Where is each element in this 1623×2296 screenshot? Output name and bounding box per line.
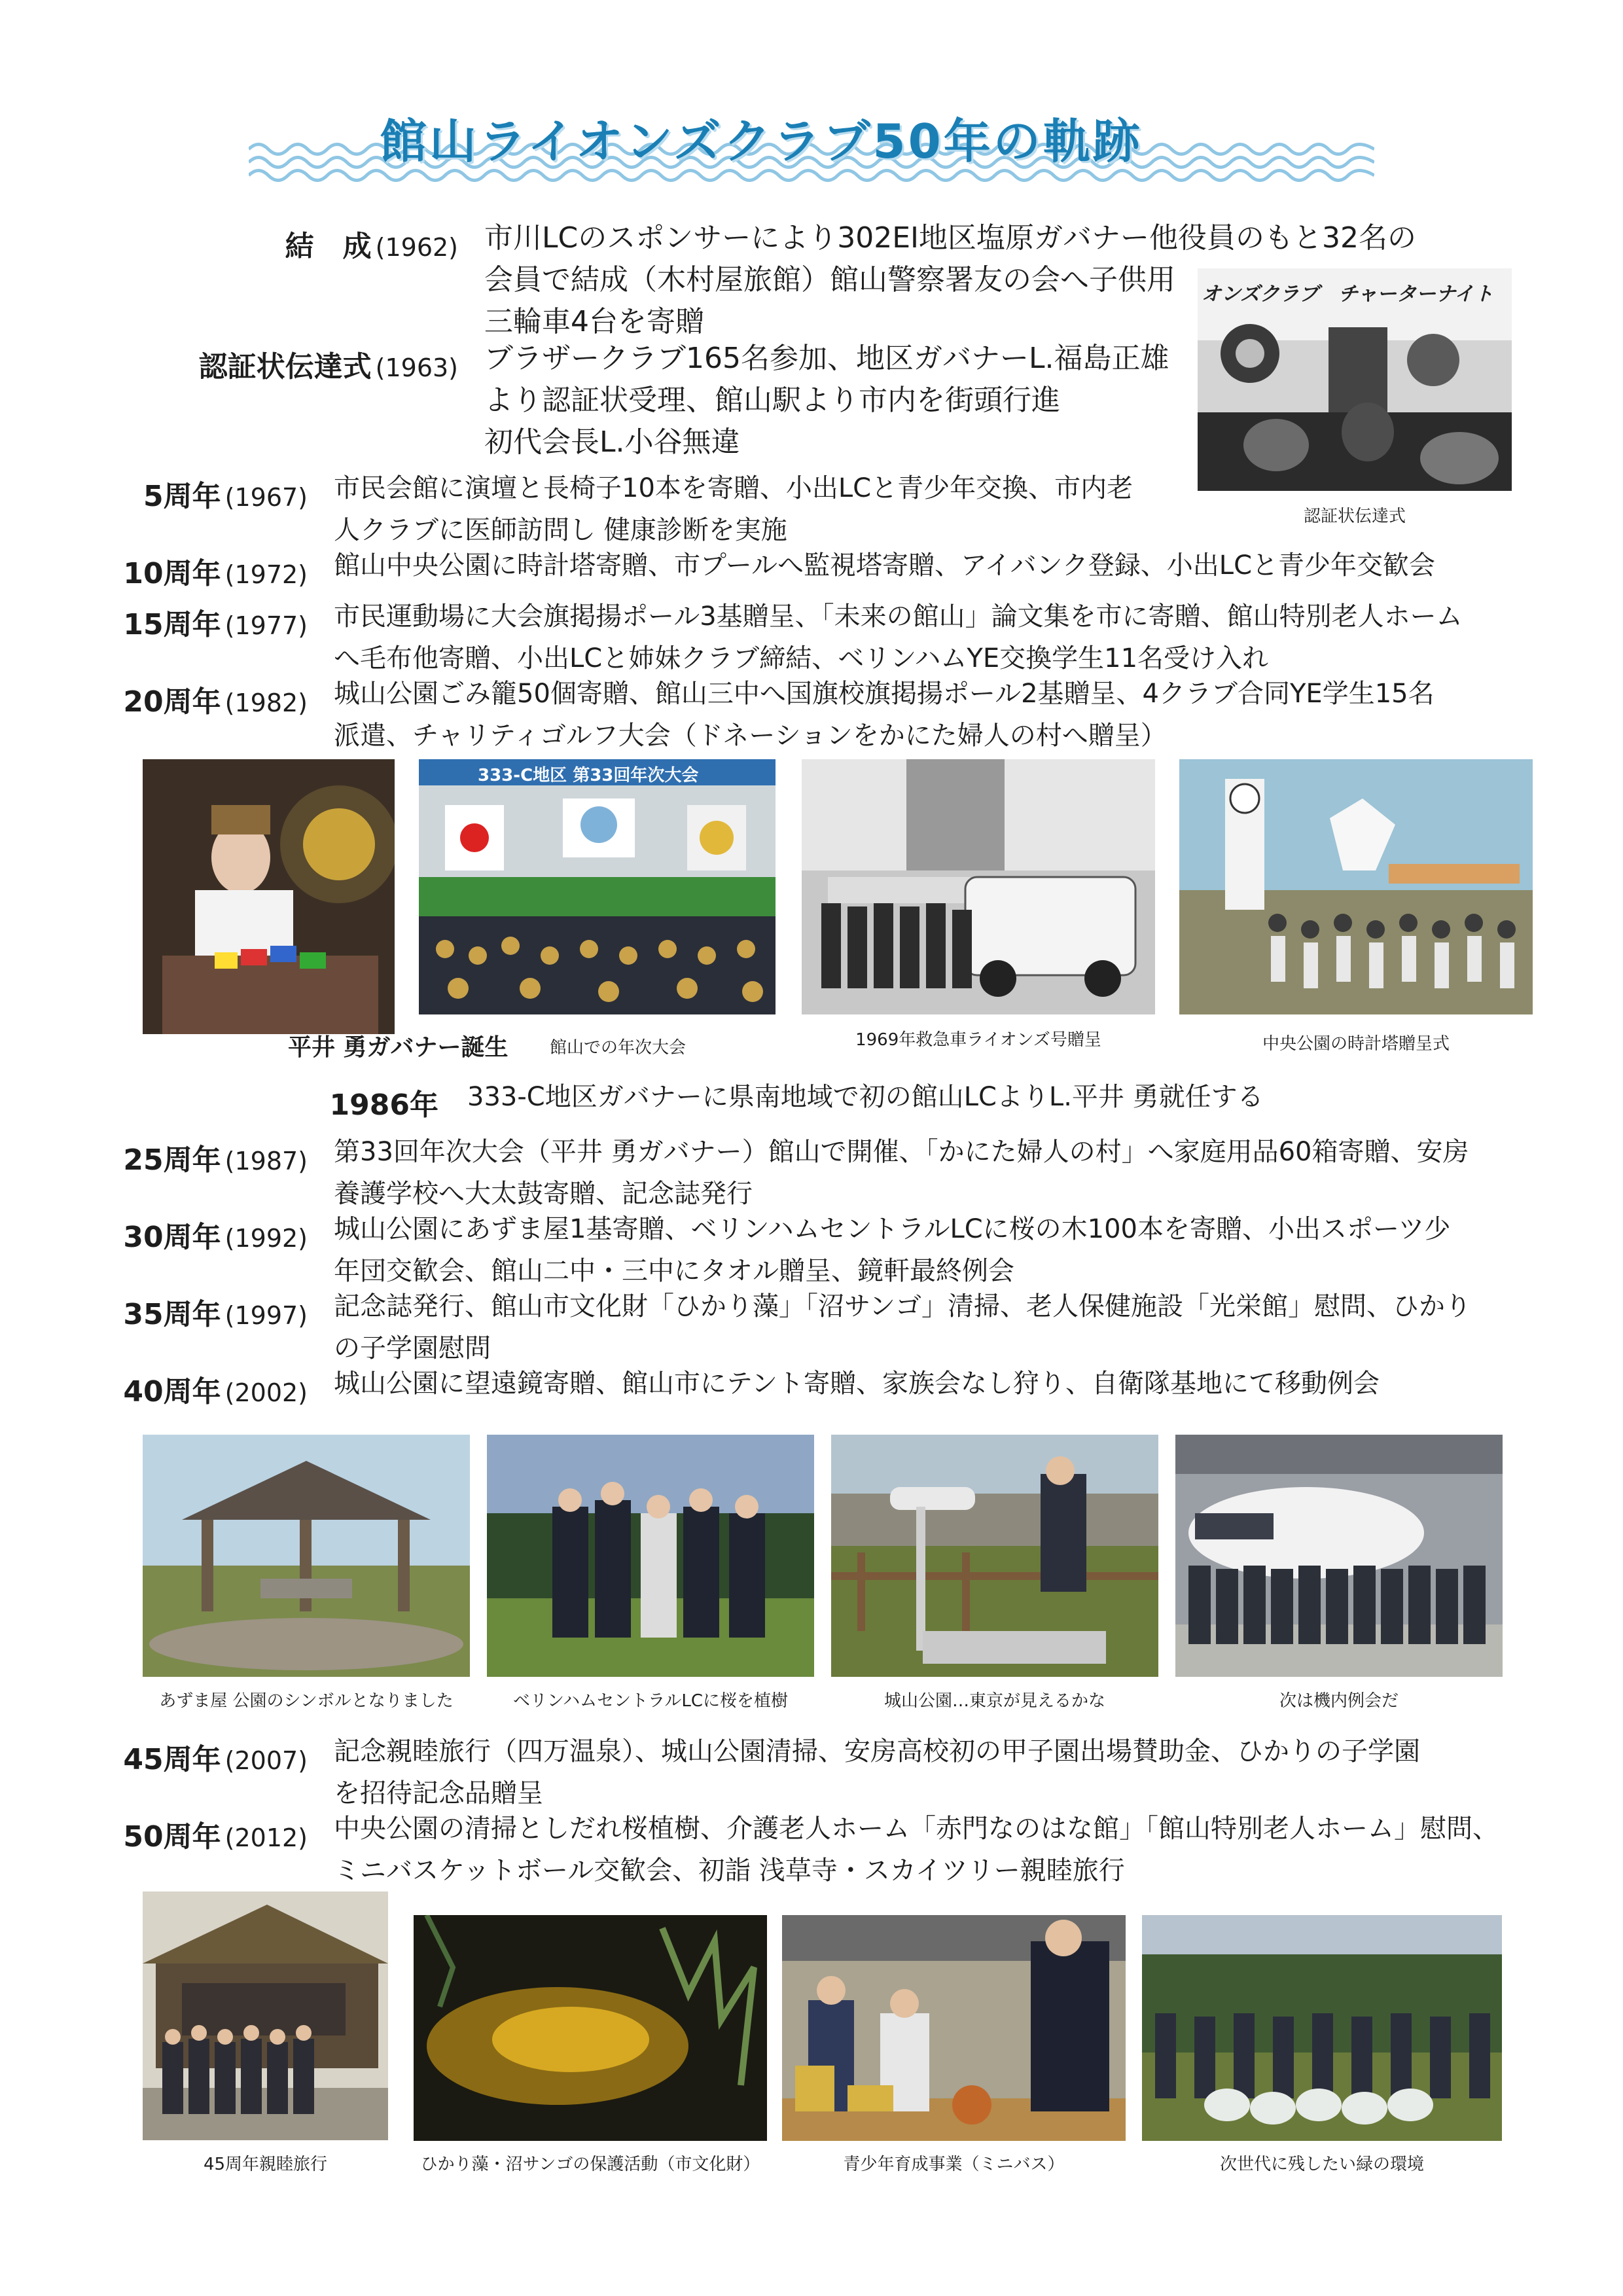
anniv-10-label: 10周年 (1972)	[123, 557, 308, 590]
anniv-45-label: 45周年 (2007)	[123, 1743, 308, 1776]
anniv-50-label: 50周年 (2012)	[123, 1820, 308, 1854]
hikarimo-photo	[414, 1915, 767, 2141]
onsen-caption: 45周年親睦旅行	[203, 2155, 328, 2174]
azumaya-caption: あずま屋 公園のシンボルとなりました	[159, 1691, 454, 1711]
anniv-5-text: 市民会館に演壇と長椅子10本を寄贈、小出LCと青少年交換、市内老 人クラブに医師訪問し 健康診断を実施	[334, 473, 1133, 545]
convention-photo	[419, 759, 776, 1014]
charter-night-photo	[1198, 268, 1512, 491]
founding-label: 結 成 (1962)	[285, 230, 458, 263]
event-1986-label: 1986年	[329, 1088, 438, 1122]
minibasket-photo	[782, 1915, 1126, 2141]
charter-caption: 認証状伝達式	[1303, 507, 1406, 526]
event-1986-text: 333-C地区ガバナーに県南地域で初の館山LCよりL.平井 勇就任する	[467, 1082, 1264, 1112]
telescope-caption: 城山公園…東京が見えるかな	[883, 1691, 1105, 1711]
azumaya-photo	[143, 1435, 470, 1677]
anniv-30-label: 30周年 (1992)	[123, 1221, 308, 1254]
anniv-40-text: 城山公園に望遠鏡寄贈、館山市にテント寄贈、家族会なし狩り、自衛隊基地にて移動例会	[334, 1369, 1380, 1399]
charter-sign-text: オンズクラブ チャーターナイト	[1202, 283, 1494, 306]
anniv-25-label: 25周年 (1987)	[123, 1143, 308, 1177]
page-title: 館山ライオンズクラブ50年の軌跡	[380, 114, 1143, 169]
charter-text: ブラザークラブ165名参加、地区ガバナーL.福島正雄 より認証状受理、館山駅より市内を街頭行進 初代会長L.小谷無違	[484, 342, 1169, 459]
cleanup-caption: 次世代に残したい緑の環境	[1219, 2155, 1424, 2174]
anniv-5-label: 5周年 (1967)	[143, 480, 308, 513]
telescope-photo	[831, 1435, 1158, 1677]
cleanup-photo	[1142, 1915, 1502, 2141]
anniv-50-text: 中央公園の清掃としだれ桜植樹、介護老人ホーム「赤門なのはな館」「館山特別老人ホーム」慰問、 ミニバスケットボール交歓会、初詣 浅草寺・スカイツリー親睦旅行	[334, 1814, 1499, 1886]
cherry-caption: ベリンハムセントラルLCに桜を植樹	[512, 1691, 789, 1711]
governor-photo	[143, 759, 395, 1034]
anniv-35-label: 35周年 (1997)	[123, 1298, 308, 1331]
title-banner	[249, 98, 1374, 190]
convention-banner: 333-C地区 第33回年次大会	[478, 766, 699, 785]
cherry-planting-photo	[487, 1435, 814, 1677]
charter-label: 認証状伝達式 (1963)	[198, 350, 458, 384]
helicopter-photo	[1175, 1435, 1503, 1677]
minibasket-caption: 青少年育成事業（ミニバス）	[843, 2155, 1065, 2174]
anniv-40-label: 40周年 (2002)	[123, 1375, 308, 1408]
anniv-30-text: 城山公園にあずま屋1基寄贈、ベリンハムセントラルLCに桜の木100本を寄贈、小出スポーツ少 年団交歓会、館山二中・三中にタオル贈呈、鏡軒最終例会	[334, 1214, 1451, 1286]
anniv-15-text: 市民運動場に大会旗掲揚ポール3基贈呈、「未来の館山」論文集を市に寄贈、館山特別老人ホーム へ毛布他寄贈、小出LCと姉妹クラブ締結、ベリンハムYE交換学生11名受け入れ	[334, 601, 1463, 673]
anniv-20-label: 20周年 (1982)	[123, 685, 308, 719]
anniv-35-text: 記念誌発行、館山市文化財「ひかり藻」「沼サンゴ」清掃、老人保健施設「光栄館」慰問、ひかり の子学園慰問	[334, 1291, 1471, 1363]
anniv-25-text: 第33回年次大会（平井 勇ガバナー）館山で開催、「かにた婦人の村」へ家庭用品60箱寄贈、安房 養護学校へ大太鼓寄贈、記念誌発行	[334, 1137, 1469, 1209]
governor-caption: 平井 勇ガバナー誕生	[288, 1034, 508, 1061]
convention-caption: 館山での年次大会	[550, 1038, 687, 1058]
founding-text: 市川LCのスポンサーにより302EI地区塩原ガバナー他役員のもと32名の 会員で結成（木村屋旅館）館山警察署友の会へ子供用 三輪車4台を寄贈	[484, 221, 1416, 338]
anniv-10-text: 館山中央公園に時計塔寄贈、市プールへ監視塔寄贈、アイバンク登録、小出LCと青少年交歓会	[334, 550, 1436, 581]
anniv-15-label: 15周年 (1977)	[123, 608, 308, 641]
anniv-20-text: 城山公園ごみ籠50個寄贈、館山三中へ国旗校旗掲揚ポール2基贈呈、4クラブ合同YE学生15名 派遣、チャリティゴルフ大会（ドネーションをかにた婦人の村へ贈呈）	[334, 679, 1435, 751]
clock-caption: 中央公園の時計塔贈呈式	[1262, 1034, 1450, 1054]
anniv-45-text: 記念親睦旅行（四万温泉）、城山公園清掃、安房高校初の甲子園出場賛助金、ひかりの子学園 を招待記念品贈呈	[334, 1736, 1420, 1808]
onsen-trip-photo	[143, 1892, 388, 2140]
ambulance-caption: 1969年救急車ライオンズ号贈呈	[855, 1030, 1101, 1050]
hikarimo-caption: ひかり藻・沼サンゴの保護活動（市文化財）	[420, 2155, 760, 2174]
helicopter-caption: 次は機内例会だ	[1279, 1691, 1399, 1711]
ambulance-photo	[802, 759, 1155, 1014]
clock-tower-photo	[1179, 759, 1533, 1014]
